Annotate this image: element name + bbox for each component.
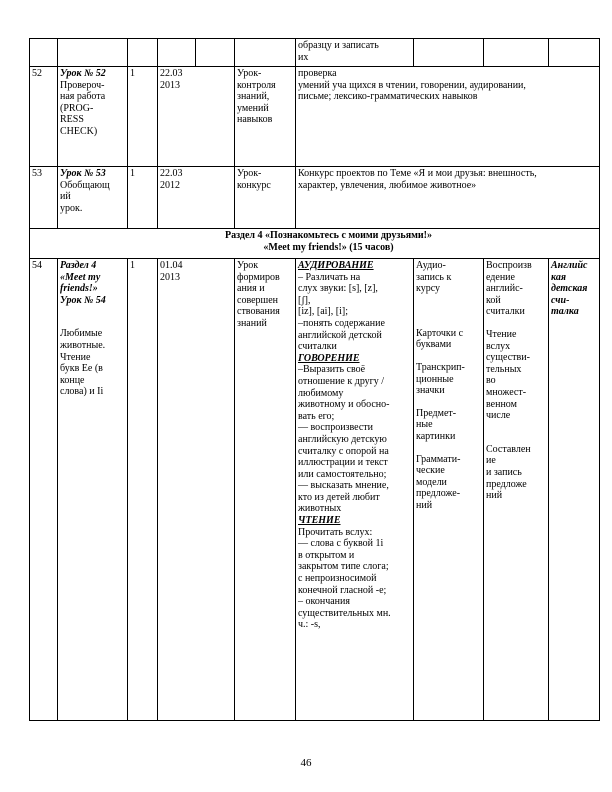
text-line: с непроизносимой xyxy=(298,573,377,585)
text-line: Карточки с xyxy=(416,327,464,339)
text-line: предложе xyxy=(486,478,527,490)
text-line: Предмет- xyxy=(416,407,457,419)
section-heading-row xyxy=(30,229,600,259)
text-line: 2012 xyxy=(160,179,180,191)
text-line: талка xyxy=(551,306,579,318)
text-line: ствования xyxy=(237,306,280,318)
table-row-54 xyxy=(30,259,600,721)
text-line: Любимые xyxy=(60,328,103,340)
date-cell xyxy=(158,259,235,721)
text-line: ий xyxy=(60,191,71,203)
text-line: Английс xyxy=(551,260,588,271)
lesson-title: friends!» xyxy=(60,283,98,295)
text-line: во xyxy=(486,375,496,387)
objective-cell xyxy=(296,67,600,167)
text-line: в открытом и xyxy=(298,549,355,561)
text-line: Граммати- xyxy=(416,453,461,465)
text-line: Урок xyxy=(237,260,259,271)
text-line: числе xyxy=(486,410,511,422)
text-line: кая xyxy=(551,271,566,283)
text-line: 01.04 xyxy=(160,260,183,271)
text-line: конечной гласной -e; xyxy=(298,584,387,596)
text-line: формиров xyxy=(237,271,280,283)
text-line: Конкурс проектов по Теме «Я и мои друзья: внешность, xyxy=(298,168,537,179)
objective-cell xyxy=(296,167,600,229)
text-line: Составлен xyxy=(486,443,531,455)
text-line: характер, увлечения, любимое животное» xyxy=(298,179,477,191)
text-line: знаний, xyxy=(237,91,270,103)
text-line: – Различать на xyxy=(298,271,361,283)
text-line: Урок- xyxy=(237,68,262,79)
page-number: 46 xyxy=(300,757,312,769)
text-line: (PROG- xyxy=(60,102,94,114)
text-line: Прочитать вслух: xyxy=(298,526,373,538)
text-line: [iz], [ai], [i]; xyxy=(298,306,348,318)
homework-cell xyxy=(549,259,600,721)
heading-reading: ЧТЕНИЕ xyxy=(298,515,341,527)
row-number: 52 xyxy=(30,67,58,167)
text-line: английс- xyxy=(486,283,523,295)
text-line: умений xyxy=(237,102,269,114)
text-line: счи- xyxy=(551,294,570,306)
text-line: Чтение xyxy=(60,351,91,363)
text-line: детская xyxy=(551,283,588,295)
text-line: существительных мн. xyxy=(298,607,391,619)
objective-cell xyxy=(235,39,296,67)
text-line: навыков xyxy=(237,114,273,126)
heading-listening: АУДИРОВАНИЕ xyxy=(298,260,374,271)
objective-cell xyxy=(296,259,414,721)
text-line: тельных xyxy=(486,363,522,375)
lesson-plan-table xyxy=(29,38,600,721)
text-line: множест- xyxy=(486,386,527,398)
outcomes-cell xyxy=(484,259,549,721)
table-row-53 xyxy=(30,167,600,229)
text-line: иллюстрации и текст xyxy=(298,457,388,469)
section-subtitle: «Meet my friends!» (15 часов) xyxy=(263,241,394,253)
row-number: 53 xyxy=(30,167,58,229)
date-cell xyxy=(158,167,235,229)
text-line: конце xyxy=(60,374,85,386)
text-line: ие xyxy=(486,455,496,467)
lesson-title: Урок № 54 xyxy=(60,294,106,306)
text-line: картинки xyxy=(416,430,456,442)
text-line: Урок- xyxy=(237,168,262,179)
text-line: считалки xyxy=(298,341,337,353)
objective-cell xyxy=(296,39,414,67)
text-line: отношение к другу / xyxy=(298,375,385,387)
text-line: букв Ee (в xyxy=(60,363,103,375)
text-line: –понять содержание xyxy=(298,317,385,329)
text-line: их xyxy=(298,51,309,63)
text-line: английскую детскую xyxy=(298,433,387,445)
text-line: [ʃ], xyxy=(298,294,311,306)
text-line: –Выразить своё xyxy=(298,364,366,376)
text-line: — воспроизвести xyxy=(298,422,374,434)
hours-cell: 1 xyxy=(128,167,158,229)
date-cell xyxy=(158,67,235,167)
text-line: животные. xyxy=(60,339,106,351)
text-line: ч.: -s, xyxy=(298,619,321,631)
text-line: знаний xyxy=(237,317,267,329)
table-row-continuation xyxy=(30,39,600,67)
text-line: буквами xyxy=(416,339,452,351)
text-line: ные xyxy=(416,419,433,431)
text-line: ная работа xyxy=(60,91,106,103)
text-line: животных xyxy=(298,503,342,515)
text-line: закрытом типе слога; xyxy=(298,561,389,573)
lesson-type-cell xyxy=(235,67,296,167)
text-line: ания и xyxy=(237,283,265,295)
text-line: RESS xyxy=(60,114,84,126)
text-line: запись к xyxy=(416,271,452,283)
text-line: английской детской xyxy=(298,329,382,341)
text-line: предложе- xyxy=(416,488,461,500)
text-line: считалку с опорой на xyxy=(298,445,389,457)
hours-cell: 1 xyxy=(128,67,158,167)
text-line: кто из детей любит xyxy=(298,491,380,503)
text-line: 22.03 xyxy=(160,68,183,79)
text-line: курсу xyxy=(416,283,441,295)
lesson-title: Раздел 4 xyxy=(60,260,97,271)
row-number: 54 xyxy=(30,259,58,721)
lesson-title: Урок № 52 xyxy=(60,68,106,79)
text-line: совершен xyxy=(237,294,279,306)
text-line: существи- xyxy=(486,352,530,364)
text-line: венном xyxy=(486,398,517,410)
text-line: едение xyxy=(486,271,515,283)
text-line: конкурс xyxy=(237,179,271,191)
lesson-cell xyxy=(58,67,128,167)
section-heading xyxy=(30,229,600,259)
text-line: урок. xyxy=(60,202,83,214)
text-line: — высказать мнение, xyxy=(298,480,389,492)
text-line: – окончания xyxy=(298,596,350,608)
text-line: проверка xyxy=(298,68,337,79)
section-title: Раздел 4 «Познакомьтесь с моими друзьями!» xyxy=(224,230,433,241)
text-line: CHECK) xyxy=(60,125,98,137)
hours-cell: 1 xyxy=(128,259,158,721)
text-line: Воспроизв xyxy=(486,260,532,271)
table-row-52 xyxy=(30,67,600,167)
lesson-type-cell xyxy=(235,167,296,229)
text-line: умений уча щихся в чтении, говорении, аудировании, xyxy=(298,79,526,91)
text-line: Аудио- xyxy=(416,260,446,271)
text-line: ционные xyxy=(416,373,454,385)
text-line: письме; лексико-грамматических навыков xyxy=(298,91,478,103)
text-line: кой xyxy=(486,294,501,306)
text-line: Чтение xyxy=(486,328,517,340)
lesson-title: Урок № 53 xyxy=(60,168,106,179)
text-line: 2013 xyxy=(160,271,180,283)
text-line: считалки xyxy=(486,306,525,318)
text-line: Транскрип- xyxy=(416,361,465,373)
text-line: Обобщающ xyxy=(60,179,110,191)
materials-cell xyxy=(414,259,484,721)
lesson-title: «Meet my xyxy=(60,271,101,283)
text-line: контроля xyxy=(237,79,276,91)
text-line: и запись xyxy=(486,466,522,478)
text-line: ний xyxy=(486,490,503,502)
heading-speaking: ГОВОРЕНИЕ xyxy=(298,352,360,364)
text-line: слух звуки: [s], [z], xyxy=(298,283,378,295)
text-line: ческие xyxy=(416,465,445,477)
text-line: любимому xyxy=(298,387,344,399)
text-line: значки xyxy=(416,385,445,397)
text-line: слова) и Ii xyxy=(60,386,104,398)
text-line: животному и обосно- xyxy=(298,399,390,411)
lesson-cell xyxy=(58,167,128,229)
text-line: вслух xyxy=(486,340,511,352)
lesson-cell xyxy=(58,259,128,721)
text-line: Провероч- xyxy=(60,79,105,91)
text-line: ний xyxy=(416,499,433,511)
text-line: образцу и записать xyxy=(298,40,379,51)
text-line: модели xyxy=(416,476,447,488)
lesson-type-cell xyxy=(235,259,296,721)
text-line: 22.03 xyxy=(160,168,183,179)
text-line: или самостоятельно; xyxy=(298,468,387,480)
text-line: вать его; xyxy=(298,410,335,422)
text-line: 2013 xyxy=(160,79,180,91)
text-line: — слова с буквой 1i xyxy=(298,538,384,550)
